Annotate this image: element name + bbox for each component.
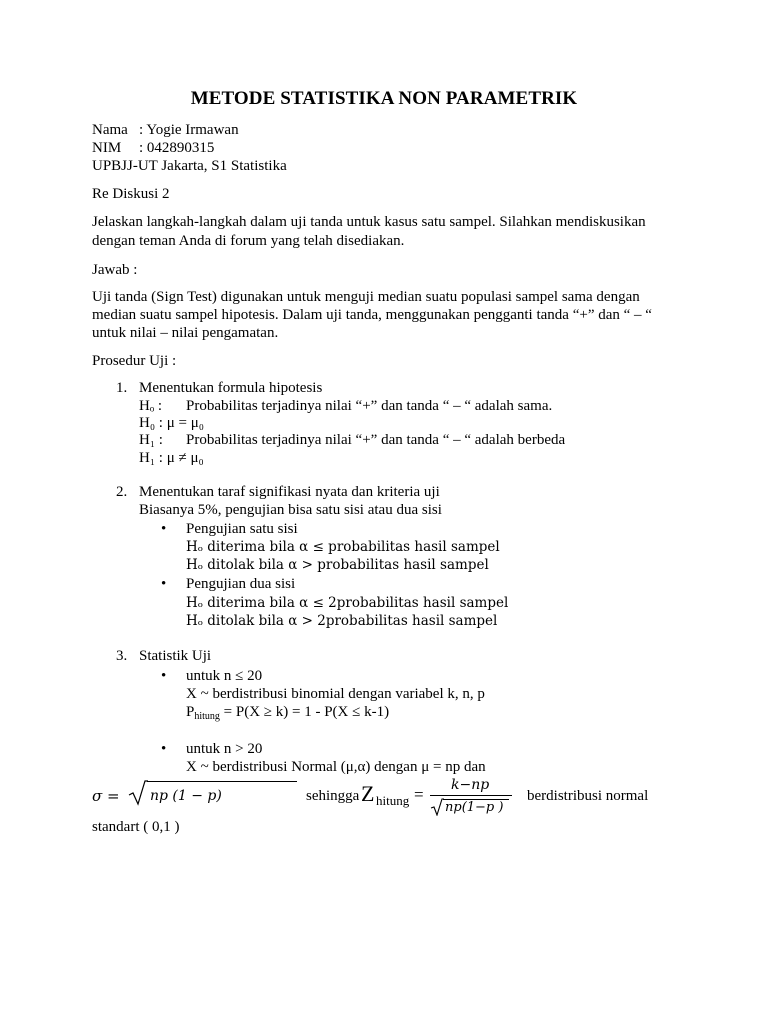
case-1-dist: X ~ berdistribusi binomial dengan variabel k, n, p <box>186 686 485 702</box>
normal-text: berdistribusi normal <box>527 788 649 804</box>
z-denominator: np(1−p ) <box>445 800 504 815</box>
h1-formula: H₁ : μ ≠ μ₀ <box>139 450 204 466</box>
student-nim-line <box>92 139 214 157</box>
step-2-title: Menentukan taraf signifikasi nyata dan kriteria uji <box>139 484 440 500</box>
two-side-reject: Hₒ ditolak bila α > 2probabilitas hasil sampel <box>186 613 498 629</box>
case-2-dist: X ~ berdistribusi Normal (μ,α) dengan μ = np dan <box>186 759 486 775</box>
z-symbol: Z <box>361 781 375 806</box>
sqrt-bar <box>147 781 297 782</box>
p-subscript: hitung <box>194 711 220 722</box>
discussion-label: Re Diskusi 2 <box>92 186 170 202</box>
h1-label: H₁ : <box>139 432 163 448</box>
bullet-one-side: • <box>161 521 167 537</box>
question-line-1: Jelaskan langkah-langkah dalam uji tanda untuk kasus satu sampel. Silahkan mendiskusikan <box>92 214 646 230</box>
p-symbol: P <box>186 704 195 720</box>
h0-formula: H₀ : μ = μ₀ <box>139 415 205 431</box>
standard-text: standart ( 0,1 ) <box>92 819 180 835</box>
two-side-accept: Hₒ diterima bila α ≤ 2probabilitas hasil sampel <box>186 595 509 611</box>
nim-label: NIM <box>92 140 122 156</box>
nim-value: : 042890315 <box>139 140 215 156</box>
sehingga-text: sehingga <box>306 788 360 804</box>
z-subscript: hitung <box>376 793 410 808</box>
bullet-case-2: • <box>161 741 167 757</box>
step-2-subtitle: Biasanya 5%, pengujian bisa satu sisi atau dua sisi <box>139 502 442 518</box>
p-formula: = P(X ≥ k) = 1 - P(X ≤ k-1) <box>219 704 390 720</box>
sigma-radicand: np (1 − p) <box>150 788 222 804</box>
one-side-accept: Hₒ diterima bila α ≤ probabilitas hasil sampel <box>186 539 500 555</box>
intro-line-2: median suatu sampel hipotesis. Dalam uji tanda, menggunakan pengganti tanda “+” dan “ – “ <box>92 307 652 323</box>
institution: UPBJJ-UT Jakarta, S1 Statistika <box>92 158 287 174</box>
sigma-lhs: σ = <box>92 787 120 805</box>
case-1-formula <box>186 703 389 726</box>
document-title: METODE STATISTIKA NON PARAMETRIK <box>190 88 578 109</box>
z-equals: = <box>414 785 424 804</box>
nama-label: Nama <box>92 122 128 138</box>
step-1-title: Menentukan formula hipotesis <box>139 380 323 396</box>
fraction-bar <box>430 795 512 796</box>
student-name-line <box>92 121 239 139</box>
intro-line-3: untuk nilai – nilai pengamatan. <box>92 325 279 341</box>
sqrt-sign-icon <box>128 780 148 806</box>
sqrt-sign-icon <box>430 798 444 816</box>
one-side-reject: Hₒ ditolak bila α > probabilitas hasil sampel <box>186 557 489 573</box>
question-line-2: dengan teman Anda di forum yang telah disediakan. <box>92 233 405 249</box>
case-1-label: untuk n ≤ 20 <box>186 668 263 684</box>
bullet-case-1: • <box>161 668 167 684</box>
procedure-label: Prosedur Uji : <box>92 353 177 369</box>
nama-value: : Yogie Irmawan <box>139 122 239 138</box>
step-1-h1-line <box>139 431 565 449</box>
h0-label: Hₒ : <box>139 398 163 414</box>
step-3-title: Statistik Uji <box>139 648 212 664</box>
two-side-label: Pengujian dua sisi <box>186 576 296 592</box>
step-3-number: 3. <box>116 648 128 664</box>
answer-label: Jawab : <box>92 262 138 278</box>
intro-line-1: Uji tanda (Sign Test) digunakan untuk menguji median suatu populasi sampel sama dengan <box>92 289 640 305</box>
step-1-number: 1. <box>116 380 128 396</box>
h0-text: Probabilitas terjadinya nilai “+” dan tanda “ – “ adalah sama. <box>186 398 553 414</box>
case-2-label: untuk n > 20 <box>186 741 263 757</box>
one-side-label: Pengujian satu sisi <box>186 521 298 537</box>
step-2-number: 2. <box>116 484 128 500</box>
step-1-h0-line <box>139 397 552 415</box>
h1-text: Probabilitas terjadinya nilai “+” dan tanda “ – “ adalah berbeda <box>186 432 566 448</box>
bullet-two-side: • <box>161 576 167 592</box>
z-numerator: k−np <box>451 777 490 793</box>
